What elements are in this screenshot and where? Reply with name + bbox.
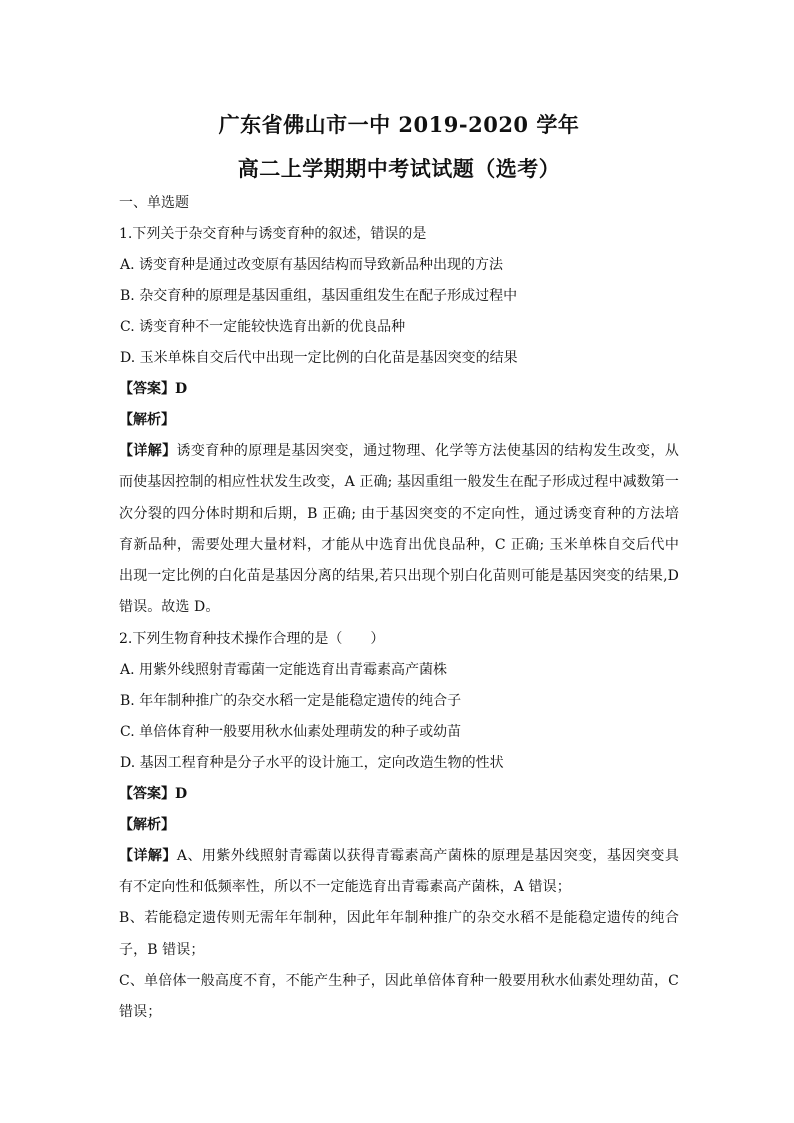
- detail-tag: 【详解】: [119, 443, 177, 459]
- question-2-option-d: D. 基因工程育种是分子水平的设计施工，定向改造生物的性状: [120, 754, 504, 771]
- question-2-analysis-label: 【解析】: [119, 816, 175, 833]
- detail-text: 诱变育种的原理是基因突变，通过物理、化学等方法使基因的结构发生改变，从而使基因控制的相应性状发生改变，A 正确; 基因重组一般发生在配子形成过程中减数第一次分裂的四分体时期和后期，B 正确; 由于基因突变的不定向性，通过诱变育种的方法培育新品种，需要处理大量材料，才能从中选育出优良品种，C 正确; 玉米单株自交后代中出现一定比例的白化苗是基因分离的结果,若只出现个别白化苗则可能是基因突变的结果,D 错误。故选 D。: [119, 443, 679, 616]
- question-2-option-a: A. 用紫外线照射青霉菌一定能选育出青霉素高产菌株: [120, 661, 448, 678]
- document-page: [119, 98, 679, 1029]
- question-1-stem: 1.下列关于杂交育种与诱变育种的叙述，错误的是: [119, 226, 427, 242]
- question-1-option-d: D. 玉米单株自交后代中出现一定比例的白化苗是基因突变的结果: [120, 350, 518, 366]
- question-1-option-c: C. 诱变育种不一定能较快选育出新的优良品种: [120, 319, 406, 335]
- detail-tag: 【详解】: [119, 847, 177, 864]
- question-2-detail-b: B、若能稳定遗传则无需年年制种，因此年年制种推广的杂交水稻不是能稳定遗传的纯合子，B 错误；: [119, 910, 679, 958]
- section-heading: 一、单选题: [119, 195, 189, 211]
- question-2-detail-a: [119, 841, 679, 904]
- question-2-option-b: B. 年年制种推广的杂交水稻一定是能稳定遗传的纯合子: [120, 692, 462, 709]
- question-1-option-b: B. 杂交育种的原理是基因重组，基因重组发生在配子形成过程中: [120, 288, 518, 304]
- question-2-stem: 2.下列生物育种技术操作合理的是（ ）: [119, 630, 385, 647]
- question-1-analysis-label: 【解析】: [119, 412, 175, 428]
- question-1-answer: 【答案】D: [119, 381, 188, 397]
- question-1-option-a: A. 诱变育种是通过改变原有基因结构而导致新品种出现的方法: [120, 257, 504, 273]
- document-title-line2: 高二上学期期中考试试题（选考）: [237, 156, 561, 181]
- detail-text: A、用紫外线照射青霉菌以获得青霉素高产菌株的原理是基因突变，基因突变具有不定向性和低频率性，所以不一定能选育出青霉素高产菌株，A 错误；: [119, 847, 679, 896]
- question-2-answer: 【答案】D: [119, 785, 188, 802]
- question-1-detail: [119, 436, 679, 624]
- document-title-line1: 广东省佛山市一中 2019-2020 学年: [218, 112, 580, 137]
- question-2-option-c: C. 单倍体育种一般要用秋水仙素处理萌发的种子或幼苗: [120, 723, 462, 740]
- question-2-detail-c: C、单倍体一般高度不育，不能产生种子，因此单倍体育种一般要用秋水仙素处理幼苗，C 错误；: [119, 972, 679, 1021]
